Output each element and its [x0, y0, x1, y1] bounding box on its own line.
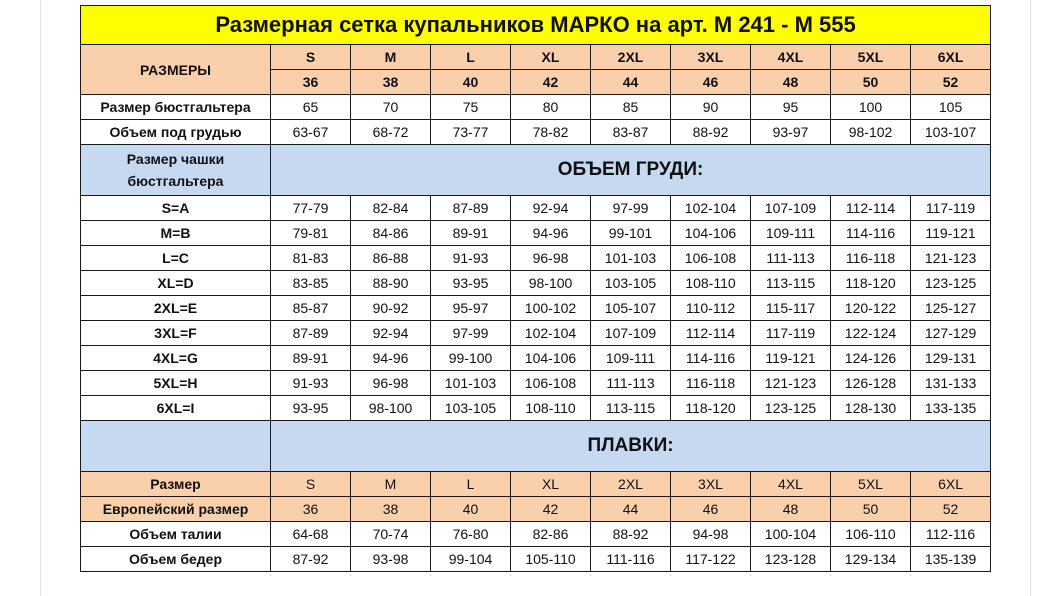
table-cell: 102-104	[511, 321, 591, 346]
cup-label: M=B	[81, 221, 271, 246]
table-cell: 94-96	[351, 346, 431, 371]
table-cell: 126-128	[831, 371, 911, 396]
sizes-label: РАЗМЕРЫ	[81, 45, 271, 95]
table-cell: 70-74	[351, 522, 431, 547]
cup-row	[81, 346, 991, 371]
bra-size-label: Размер бюстгальтера	[81, 95, 271, 120]
bottoms-header: ПЛАВКИ:	[271, 421, 991, 472]
size-letter: M	[351, 472, 431, 497]
table-cell: 83-87	[591, 120, 671, 145]
table-cell: 90	[671, 95, 751, 120]
table-cell: 127-129	[911, 321, 991, 346]
eu-size: 48	[751, 497, 831, 522]
table-cell: 93-95	[271, 396, 351, 421]
eu-size: 38	[351, 497, 431, 522]
table-cell: 82-86	[511, 522, 591, 547]
table-cell: 70	[351, 95, 431, 120]
eu-size: 42	[511, 497, 591, 522]
sizes-row	[81, 45, 991, 70]
table-cell: 114-116	[671, 346, 751, 371]
waist-label: Объем талии	[81, 522, 271, 547]
table-cell: 112-116	[911, 522, 991, 547]
bottoms-size-row	[81, 472, 991, 497]
cup-row	[81, 396, 991, 421]
table-cell: 128-130	[831, 396, 911, 421]
table-cell: 101-103	[591, 246, 671, 271]
table-cell: 117-119	[751, 321, 831, 346]
eu-size: 50	[831, 70, 911, 95]
table-cell: 110-112	[671, 296, 751, 321]
table-cell: 119-121	[911, 221, 991, 246]
table-cell: 123-125	[911, 271, 991, 296]
table-cell: 85	[591, 95, 671, 120]
table-cell: 81-83	[271, 246, 351, 271]
cup-label: 4XL=G	[81, 346, 271, 371]
table-cell: 106-110	[831, 522, 911, 547]
table-cell: 94-98	[671, 522, 751, 547]
table-cell: 112-114	[671, 321, 751, 346]
table-cell: 64-68	[271, 522, 351, 547]
table-cell: 117-122	[671, 547, 751, 572]
table-cell: 103-107	[911, 120, 991, 145]
bottoms-eu-row	[81, 497, 991, 522]
size-letter: 4XL	[751, 472, 831, 497]
table-cell: 87-89	[431, 196, 511, 221]
table-cell: 94-96	[511, 221, 591, 246]
cup-row	[81, 371, 991, 396]
table-cell: 119-121	[751, 346, 831, 371]
table-cell: 76-80	[431, 522, 511, 547]
table-cell: 93-97	[751, 120, 831, 145]
table-cell: 89-91	[431, 221, 511, 246]
table-cell: 118-120	[671, 396, 751, 421]
table-cell: 122-124	[831, 321, 911, 346]
table-cell: 97-99	[591, 196, 671, 221]
table-cell: 91-93	[271, 371, 351, 396]
table-cell: 105-107	[591, 296, 671, 321]
table-cell: 91-93	[431, 246, 511, 271]
table-cell: 88-90	[351, 271, 431, 296]
table-cell: 123-125	[751, 396, 831, 421]
size-letter: L	[431, 45, 511, 70]
eu-size: 44	[591, 497, 671, 522]
eu-size: 52	[911, 70, 991, 95]
table-cell: 86-88	[351, 246, 431, 271]
size-chart-table	[80, 5, 991, 572]
table-cell: 106-108	[511, 371, 591, 396]
table-cell: 75	[431, 95, 511, 120]
eu-size: 46	[671, 497, 751, 522]
table-cell: 111-116	[591, 547, 671, 572]
size-letter: S	[271, 45, 351, 70]
chart-title: Размерная сетка купальников МАРКО на арт. М 241 - М 555	[81, 6, 991, 45]
table-cell: 111-113	[591, 371, 671, 396]
underbust-row	[81, 120, 991, 145]
table-cell: 124-126	[831, 346, 911, 371]
chest-header-row	[81, 145, 991, 196]
hips-label: Объем бедер	[81, 547, 271, 572]
size-letter: 6XL	[911, 472, 991, 497]
table-cell: 88-92	[591, 522, 671, 547]
table-cell: 96-98	[511, 246, 591, 271]
eu-size: 36	[271, 70, 351, 95]
table-cell: 97-99	[431, 321, 511, 346]
table-cell: 118-120	[831, 271, 911, 296]
table-cell: 101-103	[431, 371, 511, 396]
table-cell: 87-92	[271, 547, 351, 572]
size-letter: 2XL	[591, 472, 671, 497]
table-cell: 98-100	[511, 271, 591, 296]
eu-size: 50	[831, 497, 911, 522]
size-letter: 6XL	[911, 45, 991, 70]
table-cell: 100	[831, 95, 911, 120]
table-cell: 80	[511, 95, 591, 120]
table-cell: 120-122	[831, 296, 911, 321]
table-cell: 92-94	[351, 321, 431, 346]
underbust-label: Объем под грудью	[81, 120, 271, 145]
table-cell: 112-114	[831, 196, 911, 221]
table-cell: 113-115	[751, 271, 831, 296]
table-cell: 98-102	[831, 120, 911, 145]
cup-label: 3XL=F	[81, 321, 271, 346]
cup-row	[81, 221, 991, 246]
table-cell: 125-127	[911, 296, 991, 321]
cup-row	[81, 271, 991, 296]
eu-size: 44	[591, 70, 671, 95]
table-cell: 114-116	[831, 221, 911, 246]
size-letter: M	[351, 45, 431, 70]
table-cell: 95-97	[431, 296, 511, 321]
bra-size-row	[81, 95, 991, 120]
cup-row	[81, 196, 991, 221]
size-letter: 3XL	[671, 45, 751, 70]
table-cell: 121-123	[751, 371, 831, 396]
table-cell: 113-115	[591, 396, 671, 421]
table-cell: 109-111	[751, 221, 831, 246]
table-cell: 93-98	[351, 547, 431, 572]
table-cell: 79-81	[271, 221, 351, 246]
table-cell: 88-92	[671, 120, 751, 145]
size-letter: XL	[511, 45, 591, 70]
table-cell: 108-110	[511, 396, 591, 421]
table-cell: 92-94	[511, 196, 591, 221]
table-cell: 106-108	[671, 246, 751, 271]
table-cell: 89-91	[271, 346, 351, 371]
size-letter: 2XL	[591, 45, 671, 70]
cup-label: L=C	[81, 246, 271, 271]
eu-size: 42	[511, 70, 591, 95]
table-cell: 111-113	[751, 246, 831, 271]
table-cell: 135-139	[911, 547, 991, 572]
size-letter: S	[271, 472, 351, 497]
table-cell: 63-67	[271, 120, 351, 145]
table-cell: 65	[271, 95, 351, 120]
table-cell: 99-100	[431, 346, 511, 371]
cup-row	[81, 321, 991, 346]
size-letter: 5XL	[831, 45, 911, 70]
size-letter: 5XL	[831, 472, 911, 497]
table-cell: 103-105	[591, 271, 671, 296]
cup-label: S=A	[81, 196, 271, 221]
bottoms-header-row	[81, 421, 991, 472]
eu-size: 46	[671, 70, 751, 95]
table-cell: 99-101	[591, 221, 671, 246]
table-cell: 116-118	[671, 371, 751, 396]
cup-row	[81, 296, 991, 321]
table-cell: 68-72	[351, 120, 431, 145]
table-cell: 117-119	[911, 196, 991, 221]
table-cell: 100-102	[511, 296, 591, 321]
eu-size: 36	[271, 497, 351, 522]
cup-label: XL=D	[81, 271, 271, 296]
table-cell: 102-104	[671, 196, 751, 221]
table-cell: 103-105	[431, 396, 511, 421]
bottoms-size-label: Размер	[81, 472, 271, 497]
table-cell: 121-123	[911, 246, 991, 271]
table-cell: 108-110	[671, 271, 751, 296]
table-cell: 83-85	[271, 271, 351, 296]
table-cell: 77-79	[271, 196, 351, 221]
table-cell: 87-89	[271, 321, 351, 346]
cup-label: 5XL=H	[81, 371, 271, 396]
size-letter: 4XL	[751, 45, 831, 70]
cup-row	[81, 246, 991, 271]
table-cell: 129-131	[911, 346, 991, 371]
table-cell: 99-104	[431, 547, 511, 572]
hips-row	[81, 547, 991, 572]
chest-volume-header: ОБЪЕМ ГРУДИ:	[271, 145, 991, 196]
table-cell: 96-98	[351, 371, 431, 396]
table-cell: 95	[751, 95, 831, 120]
table-cell: 105-110	[511, 547, 591, 572]
bottoms-eu-label: Европейский размер	[81, 497, 271, 522]
eu-size: 48	[751, 70, 831, 95]
table-cell: 129-134	[831, 547, 911, 572]
table-cell: 105	[911, 95, 991, 120]
waist-row	[81, 522, 991, 547]
eu-size: 52	[911, 497, 991, 522]
cup-label: 2XL=E	[81, 296, 271, 321]
table-cell: 109-111	[591, 346, 671, 371]
table-cell: 115-117	[751, 296, 831, 321]
eu-size: 38	[351, 70, 431, 95]
size-letter: L	[431, 472, 511, 497]
eu-size: 40	[431, 497, 511, 522]
table-cell: 104-106	[511, 346, 591, 371]
table-cell: 98-100	[351, 396, 431, 421]
table-cell: 93-95	[431, 271, 511, 296]
table-cell: 107-109	[751, 196, 831, 221]
table-cell: 116-118	[831, 246, 911, 271]
table-cell: 82-84	[351, 196, 431, 221]
cup-size-label: Размер чашки бюстгальтера	[81, 145, 271, 196]
table-cell: 107-109	[591, 321, 671, 346]
table-cell: 90-92	[351, 296, 431, 321]
table-cell: 131-133	[911, 371, 991, 396]
table-cell: 133-135	[911, 396, 991, 421]
table-cell: 85-87	[271, 296, 351, 321]
table-cell: 73-77	[431, 120, 511, 145]
cup-label: 6XL=I	[81, 396, 271, 421]
size-letter: 3XL	[671, 472, 751, 497]
size-letter: XL	[511, 472, 591, 497]
table-cell: 104-106	[671, 221, 751, 246]
table-cell: 78-82	[511, 120, 591, 145]
table-cell: 123-128	[751, 547, 831, 572]
table-cell: 100-104	[751, 522, 831, 547]
bottoms-blank	[81, 421, 271, 472]
table-cell: 84-86	[351, 221, 431, 246]
eu-size: 40	[431, 70, 511, 95]
